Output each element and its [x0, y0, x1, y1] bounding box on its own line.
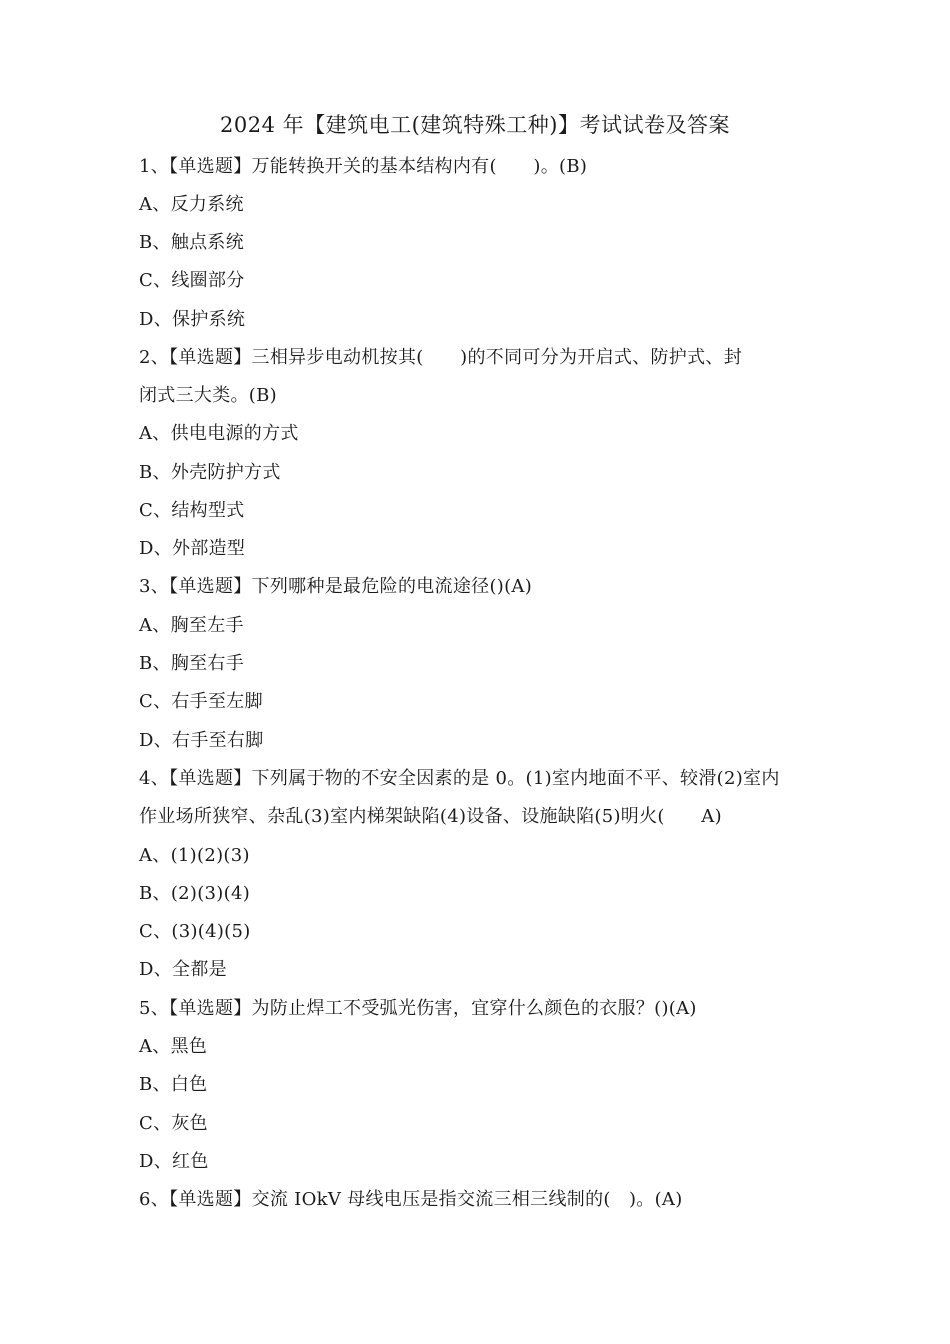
question-4-option-b: B、(2)(3)(4) [139, 883, 251, 904]
question-2-option-c: C、结构型式 [139, 500, 245, 521]
question-2-stem: 2、【单选题】三相异步电动机按其( )的不同可分为开启式、防护式、封 [139, 347, 742, 368]
question-5-option-d: D、红色 [139, 1151, 209, 1172]
question-6-stem: 6、【单选题】交流 IOkV 母线电压是指交流三相三线制的( )。(A) [139, 1189, 683, 1210]
page-title: 2024 年【建筑电工(建筑特殊工种)】考试试卷及答案 [219, 113, 730, 137]
question-4-stem-continued: 作业场所狭窄、杂乱(3)室内梯架缺陷(4)设备、设施缺陷(5)明火( A) [139, 806, 722, 827]
question-1-stem: 1、【单选题】万能转换开关的基本结构内有( )。(B) [139, 156, 588, 177]
question-1-option-d: D、保护系统 [139, 309, 246, 330]
question-4-stem: 4、【单选题】下列属于物的不安全因素的是 0。(1)室内地面不平、较滑(2)室内 [139, 768, 780, 789]
question-5-option-b: B、白色 [139, 1074, 208, 1095]
question-4-option-c: C、(3)(4)(5) [139, 921, 251, 942]
question-4-option-a: A、(1)(2)(3) [139, 845, 250, 866]
question-2-stem-continued: 闭式三大类。(B) [139, 385, 277, 406]
question-1-option-b: B、触点系统 [139, 232, 245, 253]
question-3-option-a: A、胸至左手 [139, 615, 244, 636]
question-5-option-c: C、灰色 [139, 1113, 208, 1134]
question-5-stem: 5、【单选题】为防止焊工不受弧光伤害，宜穿什么颜色的衣服？()(A) [139, 998, 697, 1019]
question-2-option-d: D、外部造型 [139, 538, 246, 559]
question-3-option-d: D、右手至右脚 [139, 730, 264, 751]
question-4-option-d: D、全都是 [139, 959, 227, 980]
question-3-option-b: B、胸至右手 [139, 653, 245, 674]
question-2-option-a: A、供电电源的方式 [139, 423, 299, 444]
question-1-option-a: A、反力系统 [139, 194, 244, 215]
question-1-option-c: C、线圈部分 [139, 270, 245, 291]
question-5-option-a: A、黑色 [139, 1036, 208, 1057]
question-2-option-b: B、外壳防护方式 [139, 462, 281, 483]
question-3-option-c: C、右手至左脚 [139, 691, 263, 712]
question-3-stem: 3、【单选题】下列哪种是最危险的电流途径()(A) [139, 576, 533, 597]
